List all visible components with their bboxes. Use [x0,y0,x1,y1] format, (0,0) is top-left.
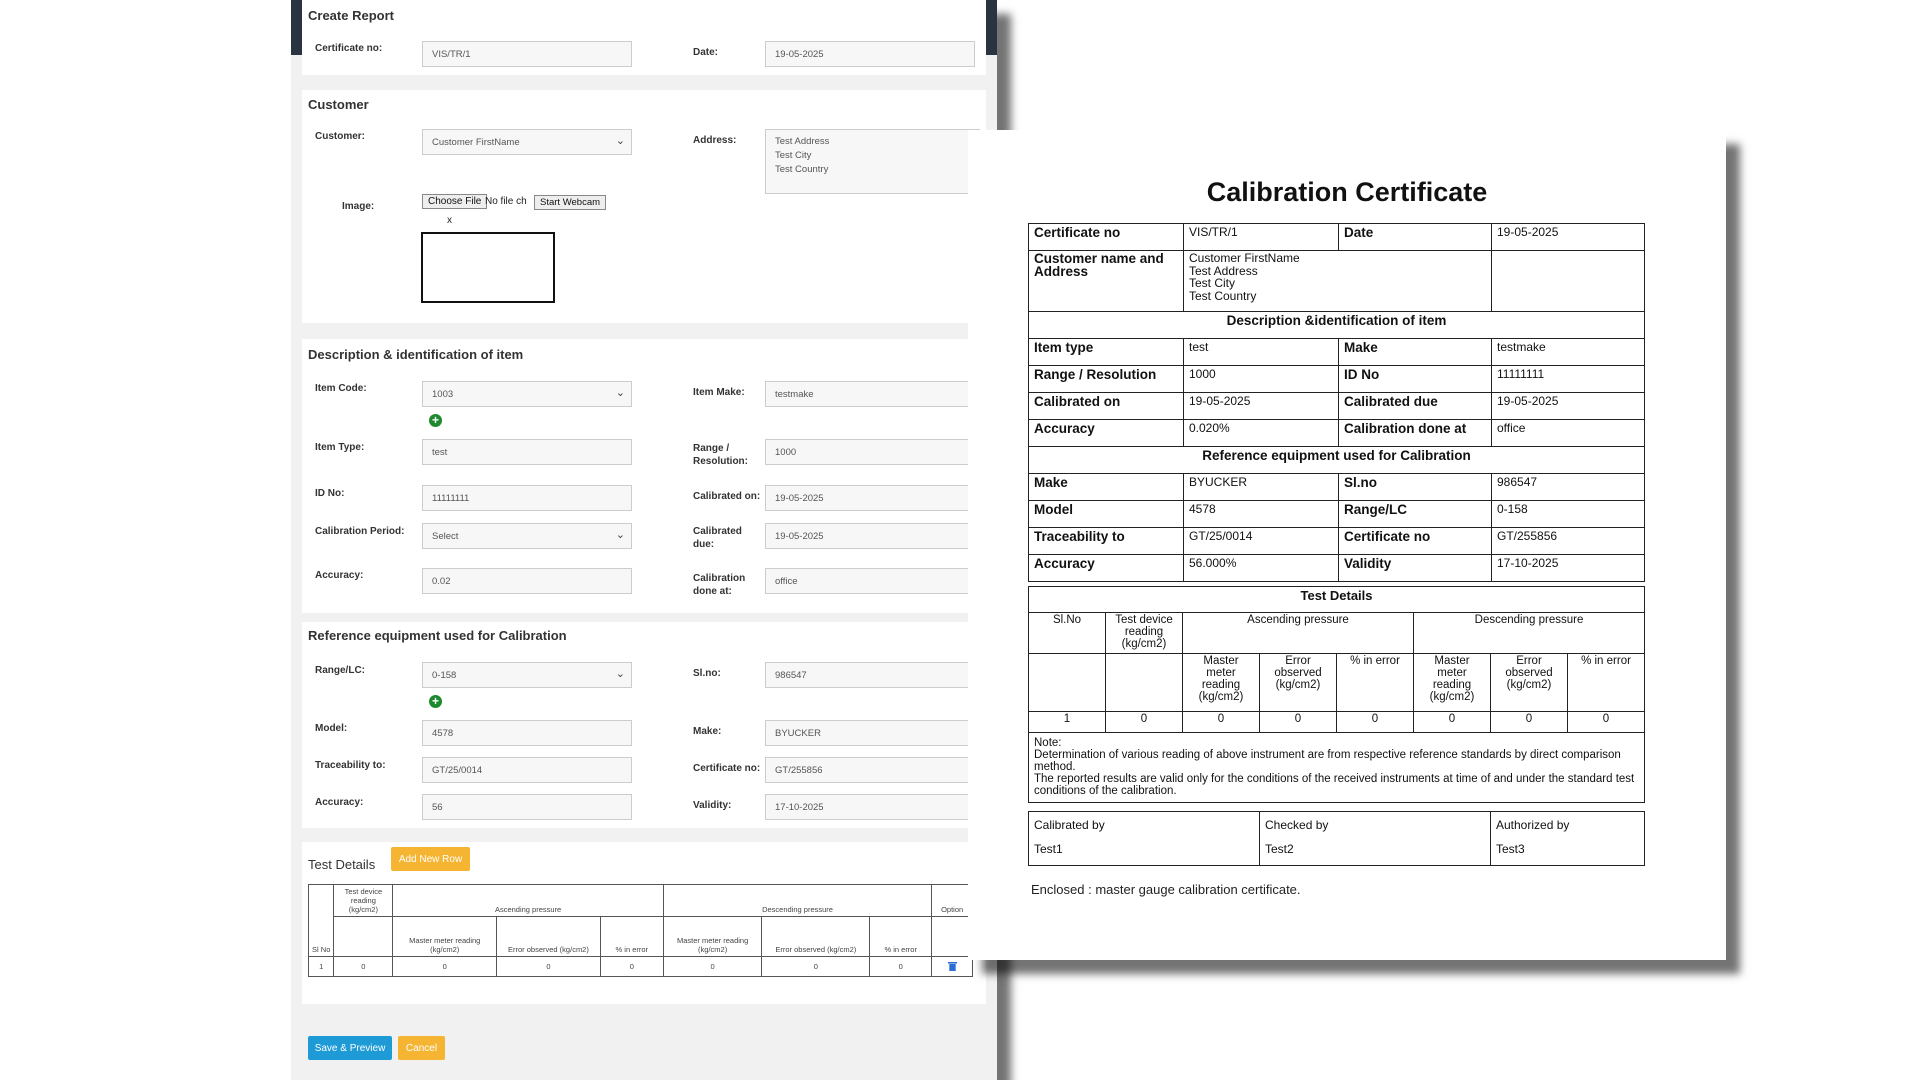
choose-file-button[interactable]: Choose File [422,194,487,209]
c-customer-city: Test City [1189,276,1236,290]
item-type-input[interactable] [422,439,632,465]
th-desc-pct: % in error [870,917,932,957]
c-make-label: Make [1339,339,1492,366]
validity-input[interactable] [765,794,980,820]
add-reference-icon[interactable]: + [429,695,442,708]
c-accuracy: 0.020% [1184,420,1339,447]
c-th-blank-2 [1106,654,1183,712]
address-line-1: Test Address [775,136,830,147]
remove-image-button[interactable]: x [447,215,452,226]
c-calibration-done: office [1492,420,1645,447]
c-calibrated-due-label: Calibrated due [1339,393,1492,420]
calibration-done-value: office [775,575,798,587]
c-cell-device: 0 [1106,712,1183,733]
save-preview-button[interactable]: Save & Preview [308,1036,392,1060]
trash-icon[interactable] [948,961,957,971]
c-accuracy-label: Accuracy [1029,420,1184,447]
c-th-desc-master: Master meter reading (kg/cm2) [1414,654,1491,712]
certificate-info-table [1028,223,1645,582]
id-no-input[interactable] [422,485,632,511]
c-ref-accuracy: 56.000% [1184,555,1339,582]
th-device-blank [334,917,393,957]
customer-card [302,90,986,323]
accuracy-label: Accuracy: [315,570,364,581]
no-file-text: No file ch [485,196,527,207]
c-calibrated-by-cell [1029,812,1260,866]
c-calibration-done-label: Calibration done at [1339,420,1492,447]
c-cell-asc-pct: 0 [1337,712,1414,733]
validity-value: 17-10-2025 [775,801,824,813]
make-label: Make: [693,726,722,737]
cell-device[interactable]: 0 [334,957,393,977]
c-table-row [1029,712,1645,733]
item-card [302,339,986,613]
th-asc-master: Master meter reading (kg/cm2) [393,917,497,957]
cell-option [932,957,973,977]
th-descending: Descending pressure [663,885,931,917]
c-th-sl: Sl.No [1029,613,1106,654]
add-new-row-button[interactable]: Add New Row [391,847,470,871]
test-details-title: Test Details [308,857,376,872]
cell-asc-master[interactable]: 0 [393,957,497,977]
c-date: 19-05-2025 [1492,224,1645,251]
c-checked-by-label: Checked by [1265,818,1329,832]
model-label: Model: [315,723,348,734]
c-cell-sl: 1 [1029,712,1106,733]
traceability-value: GT/25/0014 [432,764,483,776]
date-label: Date: [693,47,719,58]
table-row [309,957,973,977]
calibration-period-label: Calibration Period: [315,526,405,537]
address-line-3: Test Country [775,164,829,175]
c-authorized-by-label: Authorized by [1496,818,1570,832]
accuracy-input[interactable] [422,568,632,594]
c-calibrated-on-label: Calibrated on [1029,393,1184,420]
c-make: testmake [1492,339,1645,366]
reference-card [302,622,986,828]
c-item-type-label: Item type [1029,339,1184,366]
model-value: 4578 [432,727,454,739]
c-range-label: Range / Resolution [1029,366,1184,393]
c-ref-validity-label: Validity [1339,555,1492,582]
certificate-title: Calibration Certificate [1206,177,1488,207]
create-report-card [302,0,986,75]
cancel-button[interactable]: Cancel [398,1036,445,1060]
c-th-asc-error: Error observed (kg/cm2) [1260,654,1337,712]
item-make-label: Item Make: [693,387,745,398]
cell-desc-error[interactable]: 0 [762,957,870,977]
customer-label: Customer: [315,131,366,142]
c-ref-model: 4578 [1184,501,1339,528]
range-lc-value: 0-158 [432,669,457,681]
customer-select[interactable] [422,129,632,155]
c-cell-desc-error: 0 [1491,712,1568,733]
calibration-period-value: Select [432,530,459,542]
c-ref-range: 0-158 [1492,501,1645,528]
c-authorized-by: Test3 [1496,842,1525,856]
c-th-device: Test device reading (kg/cm2) [1106,613,1183,654]
c-ref-trace: GT/25/0014 [1184,528,1339,555]
th-asc-error: Error observed (kg/cm2) [497,917,601,957]
calibration-done-label: Calibration done at: [693,573,746,597]
item-type-value: test [432,446,448,458]
c-customer-country: Test Country [1189,288,1257,303]
c-th-asc-master: Master meter reading (kg/cm2) [1183,654,1260,712]
th-desc-master: Master meter reading (kg/cm2) [663,917,762,957]
c-cert-no-label: Certificate no [1029,224,1184,251]
c-ref-accuracy-label: Accuracy [1029,555,1184,582]
th-device-reading: Test device reading (kg/cm2) [334,885,393,917]
c-customer-address: Test Address [1189,263,1258,278]
date-value: 19-05-2025 [775,48,824,60]
c-customer-blank [1492,251,1645,312]
c-th-asc: Ascending pressure [1183,613,1414,654]
c-calibrated-on: 19-05-2025 [1184,393,1339,420]
th-asc-pct: % in error [600,917,663,957]
c-calibrated-due: 19-05-2025 [1492,393,1645,420]
certificate-no-label: Certificate no: [315,43,383,54]
c-th-desc: Descending pressure [1414,613,1645,654]
th-desc-error: Error observed (kg/cm2) [762,917,870,957]
th-ascending: Ascending pressure [393,885,663,917]
certificate-no-value: VIS/TR/1 [432,48,471,60]
calibration-period-select[interactable] [422,523,632,549]
certificate-preview [968,130,1726,960]
traceability-input[interactable] [422,757,632,783]
sl-no-input[interactable] [765,662,980,688]
certificate-signatures-table [1028,811,1645,866]
calibrated-due-label: Calibrated due: [693,526,742,550]
certificate-no-input[interactable] [422,41,632,67]
sl-no-label: Sl.no: [693,668,721,679]
range-resolution-label: Range / Resolution: [693,443,748,467]
c-ref-make-label: Make [1029,474,1184,501]
start-webcam-button[interactable]: Start Webcam [534,195,606,210]
cell-asc-error[interactable]: 0 [497,957,601,977]
validity-label: Validity: [693,800,732,811]
c-authorized-by-cell [1491,812,1645,866]
image-preview [421,232,555,303]
calibrated-on-label: Calibrated on: [693,491,761,502]
c-ref-model-label: Model [1029,501,1184,528]
th-sl-no: Sl No [309,885,334,957]
c-ref-make: BYUCKER [1184,474,1339,501]
c-date-label: Date [1339,224,1492,251]
c-th-desc-pct: % in error [1568,654,1645,712]
item-make-value: testmake [775,388,814,400]
calibrated-due-value: 19-05-2025 [775,530,824,542]
calibrated-on-input[interactable] [765,485,980,511]
address-label: Address: [693,135,737,146]
c-cell-desc-pct: 0 [1568,712,1645,733]
ref-accuracy-label: Accuracy: [315,797,364,808]
c-cell-asc-error: 0 [1260,712,1337,733]
ref-accuracy-value: 56 [432,801,443,813]
item-make-input[interactable] [765,381,980,407]
c-checked-by-cell [1260,812,1491,866]
c-customer-block [1184,251,1492,312]
item-code-value: 1003 [432,388,454,400]
id-no-label: ID No: [315,488,345,499]
c-ref-validity: 17-10-2025 [1492,555,1645,582]
make-input[interactable] [765,720,980,746]
customer-section-title: Customer [308,97,369,112]
cell-sl[interactable]: 1 [309,957,334,977]
cell-desc-master[interactable]: 0 [663,957,762,977]
make-value: BYUCKER [775,727,821,739]
c-calibrated-by: Test1 [1034,842,1063,856]
range-resolution-input[interactable] [765,439,980,465]
c-id-no-label: ID No [1339,366,1492,393]
item-code-label: Item Code: [315,383,367,394]
image-label: Image: [342,201,375,212]
c-cell-asc-master: 0 [1183,712,1260,733]
c-th-desc-error: Error observed (kg/cm2) [1491,654,1568,712]
reference-section-title: Reference equipment used for Calibration [308,628,567,643]
cell-asc-pct[interactable]: 0 [600,957,663,977]
address-textarea[interactable] [765,129,980,194]
date-input[interactable] [765,41,975,67]
c-id-no: 11111111 [1492,366,1645,393]
c-th-asc-pct: % in error [1337,654,1414,712]
c-range: 1000 [1184,366,1339,393]
certificate-test-table [1028,586,1645,803]
c-note [1029,733,1645,803]
c-ref-cert: GT/255856 [1492,528,1645,555]
c-note-2: The reported results are valid only for the conditions of the received instruments at time of and under the standard test conditions of the calibration. [1034,773,1635,797]
c-test-section: Test Details [1029,587,1645,613]
c-ref-slno: 986547 [1492,474,1645,501]
range-lc-select[interactable] [422,662,632,688]
add-item-icon[interactable]: + [429,414,442,427]
model-input[interactable] [422,720,632,746]
c-ref-slno-label: Sl.no [1339,474,1492,501]
accuracy-value: 0.02 [432,575,451,587]
c-note-1: Determination of various reading of above instrument are from respective reference standards by direct comparison method. [1034,749,1621,773]
item-type-label: Item Type: [315,442,365,453]
c-cert-no: VIS/TR/1 [1184,224,1339,251]
c-cell-desc-master: 0 [1414,712,1491,733]
calibration-done-input[interactable] [765,568,980,594]
item-section-title: Description & identification of item [308,347,524,362]
c-ref-range-label: Range/LC [1339,501,1492,528]
c-note-title: Note: [1034,737,1062,749]
c-calibrated-by-label: Calibrated by [1034,818,1105,832]
c-customer-name: Customer FirstName [1189,251,1300,265]
c-item-type: test [1184,339,1339,366]
test-details-card [302,842,986,1004]
traceability-label: Traceability to: [315,760,386,771]
ref-certificate-no-value: GT/255856 [775,764,823,776]
calibrated-on-value: 19-05-2025 [775,492,824,504]
address-line-2: Test City [775,150,812,161]
c-item-section: Description &identification of item [1029,312,1645,339]
cell-desc-pct[interactable]: 0 [870,957,932,977]
create-report-window [291,0,997,1080]
range-lc-label: Range/LC: [315,665,365,676]
calibrated-due-input[interactable] [765,523,980,549]
ref-accuracy-input[interactable] [422,794,632,820]
c-th-blank-1 [1029,654,1106,712]
ref-certificate-no-label: Certificate no: [693,763,761,774]
c-checked-by: Test2 [1265,842,1294,856]
sl-no-value: 986547 [775,669,807,681]
c-customer-label: Customer name and Address [1029,251,1184,312]
item-code-select[interactable] [422,381,632,407]
c-ref-cert-label: Certificate no [1339,528,1492,555]
c-enclosed: Enclosed : master gauge calibration certificate. [1031,882,1301,897]
id-no-value: 11111111 [432,492,470,504]
th-option: Option [932,885,973,917]
range-resolution-value: 1000 [775,446,797,458]
c-ref-section: Reference equipment used for Calibration [1029,447,1645,474]
ref-certificate-no-input[interactable] [765,757,980,783]
customer-select-value: Customer FirstName [432,136,520,148]
page-title: Create Report [308,8,394,23]
th-option-blank [932,917,973,957]
test-details-table [308,884,973,977]
c-ref-trace-label: Traceability to [1029,528,1184,555]
